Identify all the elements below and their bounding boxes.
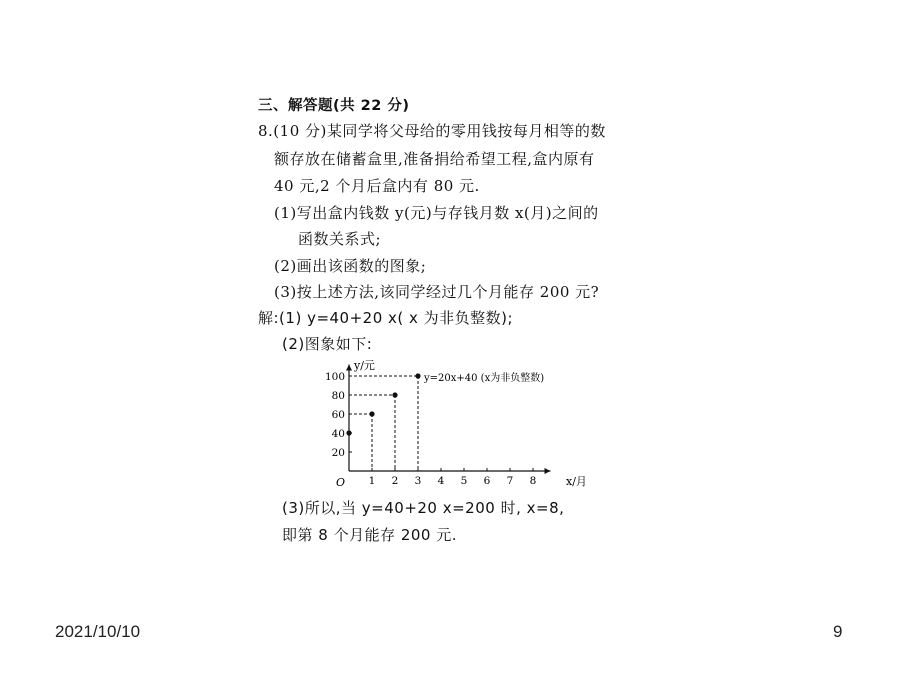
- question-2: (2)画出该函数的图象;: [274, 257, 427, 275]
- x-tick-label: 6: [483, 475, 491, 487]
- x-tick-label: 5: [460, 475, 468, 487]
- y-tick-label: 40: [331, 428, 345, 440]
- x-tick-label: 4: [437, 475, 445, 487]
- y-tick-label: 80: [331, 390, 345, 402]
- data-point: [346, 430, 351, 435]
- y-tick-label: 60: [331, 409, 345, 421]
- footer-date: 2021/10/10: [55, 622, 141, 641]
- function-graph: [320, 350, 620, 495]
- x-tick-label: 1: [368, 475, 376, 487]
- x-tick-label: 7: [506, 475, 514, 487]
- page-number: 9: [833, 622, 843, 641]
- x-axis-label: x/月: [566, 475, 587, 488]
- data-point: [392, 392, 397, 397]
- chart-annotation: y=20x+40 (x为非负整数): [424, 373, 545, 384]
- chart-guides: [349, 376, 418, 471]
- answer-1: 解:(1) y=40+20 x( x 为非负整数);: [258, 309, 514, 327]
- origin-label: O: [336, 476, 346, 489]
- x-tick-label: 2: [391, 475, 399, 487]
- y-axis-arrow: [346, 365, 352, 371]
- chart-marks: [346, 373, 420, 435]
- answer-3-line-2: 即第 8 个月能存 200 元.: [282, 526, 458, 544]
- x-axis-arrow: [545, 468, 551, 474]
- problem-line-2: 额存放在储蓄盒里,准备捐给希望工程,盒内原有: [274, 150, 595, 168]
- x-tick-label: 8: [529, 475, 537, 487]
- question-1-line-1: (1)写出盒内钱数 y(元)与存钱月数 x(月)之间的: [274, 204, 599, 222]
- y-tick-label: 20: [331, 447, 345, 459]
- x-tick-label: 3: [414, 475, 422, 487]
- answer-3-line-1: (3)所以,当 y=40+20 x=200 时, x=8,: [282, 499, 565, 517]
- answer-2: (2)图象如下:: [282, 335, 373, 353]
- data-point: [415, 373, 420, 378]
- question-1-line-2: 函数关系式;: [298, 230, 382, 248]
- question-3: (3)按上述方法,该同学经过几个月能存 200 元?: [274, 283, 600, 301]
- data-point: [369, 411, 374, 416]
- y-axis-label: y/元: [354, 359, 375, 372]
- section-heading: 三、解答题(共 22 分): [258, 98, 410, 114]
- problem-line-1: 8.(10 分)某同学将父母给的零用钱按每月相等的数: [258, 122, 606, 140]
- problem-line-3: 40 元,2 个月后盒内有 80 元.: [274, 177, 480, 195]
- y-tick-label: 100: [324, 371, 345, 383]
